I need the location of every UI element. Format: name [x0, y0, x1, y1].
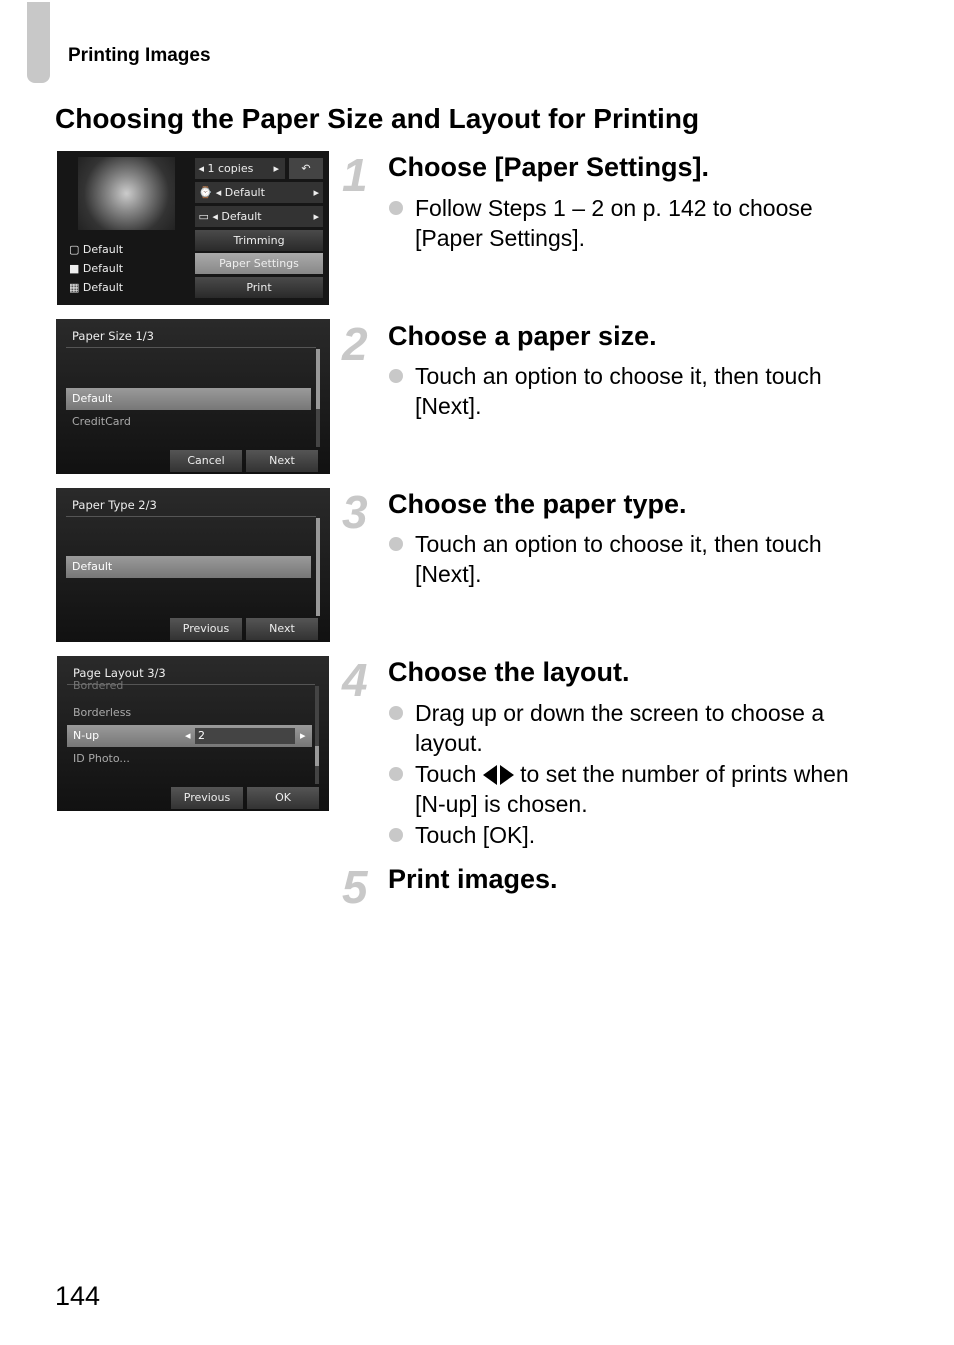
- ok-button[interactable]: OK: [247, 787, 319, 809]
- paper-size-screen: [56, 319, 330, 474]
- step-number: 2: [342, 318, 368, 370]
- step-number: 4: [342, 654, 368, 706]
- option-bordered[interactable]: Bordered: [73, 680, 124, 692]
- cancel-button[interactable]: Cancel: [170, 450, 242, 472]
- right-arrow-icon: [500, 765, 514, 785]
- page-number: 144: [55, 1281, 101, 1311]
- step-number: 3: [342, 486, 368, 538]
- option-borderless[interactable]: Borderless: [73, 706, 132, 719]
- copies-selector[interactable]: ◂ 1 copies ▸: [195, 158, 285, 179]
- info-default-2: ■ Default: [69, 262, 124, 275]
- step-bullet: Touch an option to choose it, then touch [Next].: [415, 361, 855, 421]
- left-arrow-icon: [483, 765, 497, 785]
- next-button[interactable]: Next: [246, 618, 318, 640]
- trimming-button[interactable]: Trimming: [195, 230, 323, 251]
- back-button[interactable]: ↶: [289, 158, 323, 179]
- step-number: 5: [342, 861, 368, 913]
- effect-selector[interactable]: ▭ ◂ Default ▸: [195, 206, 323, 227]
- step-bullet: Touch an option to choose it, then touch [Next].: [415, 529, 855, 589]
- print-menu-screen: [57, 151, 329, 305]
- step-bullet: Drag up or down the screen to choose a layout.: [415, 698, 855, 758]
- step-title: Choose a paper size.: [388, 321, 657, 351]
- screen-title: Page Layout 3/3: [73, 666, 166, 680]
- print-button[interactable]: Print: [195, 277, 323, 298]
- scrollbar[interactable]: [315, 686, 319, 784]
- section-label: Printing Images: [68, 45, 211, 66]
- chapter-tab: [27, 2, 50, 83]
- info-default-3: ▦ Default: [69, 281, 124, 294]
- step-title: Print images.: [388, 864, 558, 894]
- page-layout-screen: [57, 656, 329, 811]
- photo-thumbnail: [78, 157, 175, 230]
- previous-button[interactable]: Previous: [170, 618, 242, 640]
- option-nup[interactable]: N-up ◂ 2 ▸: [67, 725, 312, 747]
- nup-value-field[interactable]: 2: [195, 728, 295, 744]
- step-number: 1: [342, 149, 368, 201]
- step-title: Choose [Paper Settings].: [388, 152, 710, 182]
- step-bullet: Touch [OK].: [415, 820, 875, 850]
- date-selector[interactable]: ⌚ ◂ Default ▸: [195, 182, 323, 203]
- step-title: Choose the paper type.: [388, 489, 687, 519]
- option-id-photo[interactable]: ID Photo...: [73, 752, 130, 765]
- screen-title: Paper Size 1/3: [72, 329, 154, 343]
- paper-settings-button[interactable]: Paper Settings: [195, 253, 323, 274]
- step-bullet: Touch to set the number of prints when [N-up] is chosen.: [415, 759, 865, 819]
- step-bullet: Follow Steps 1 – 2 on p. 142 to choose [Paper Settings].: [415, 193, 845, 253]
- option-creditcard[interactable]: CreditCard: [72, 415, 131, 428]
- scrollbar[interactable]: [316, 349, 320, 447]
- screen-title: Paper Type 2/3: [72, 498, 157, 512]
- next-button[interactable]: Next: [246, 450, 318, 472]
- page-heading: Choosing the Paper Size and Layout for Printing: [55, 103, 700, 134]
- previous-button[interactable]: Previous: [171, 787, 243, 809]
- scrollbar[interactable]: [316, 518, 320, 616]
- step-title: Choose the layout.: [388, 657, 630, 687]
- option-default[interactable]: Default: [66, 388, 311, 410]
- info-default-1: ▢ Default: [69, 243, 124, 256]
- option-default[interactable]: Default: [66, 556, 311, 578]
- paper-type-screen: [56, 488, 330, 642]
